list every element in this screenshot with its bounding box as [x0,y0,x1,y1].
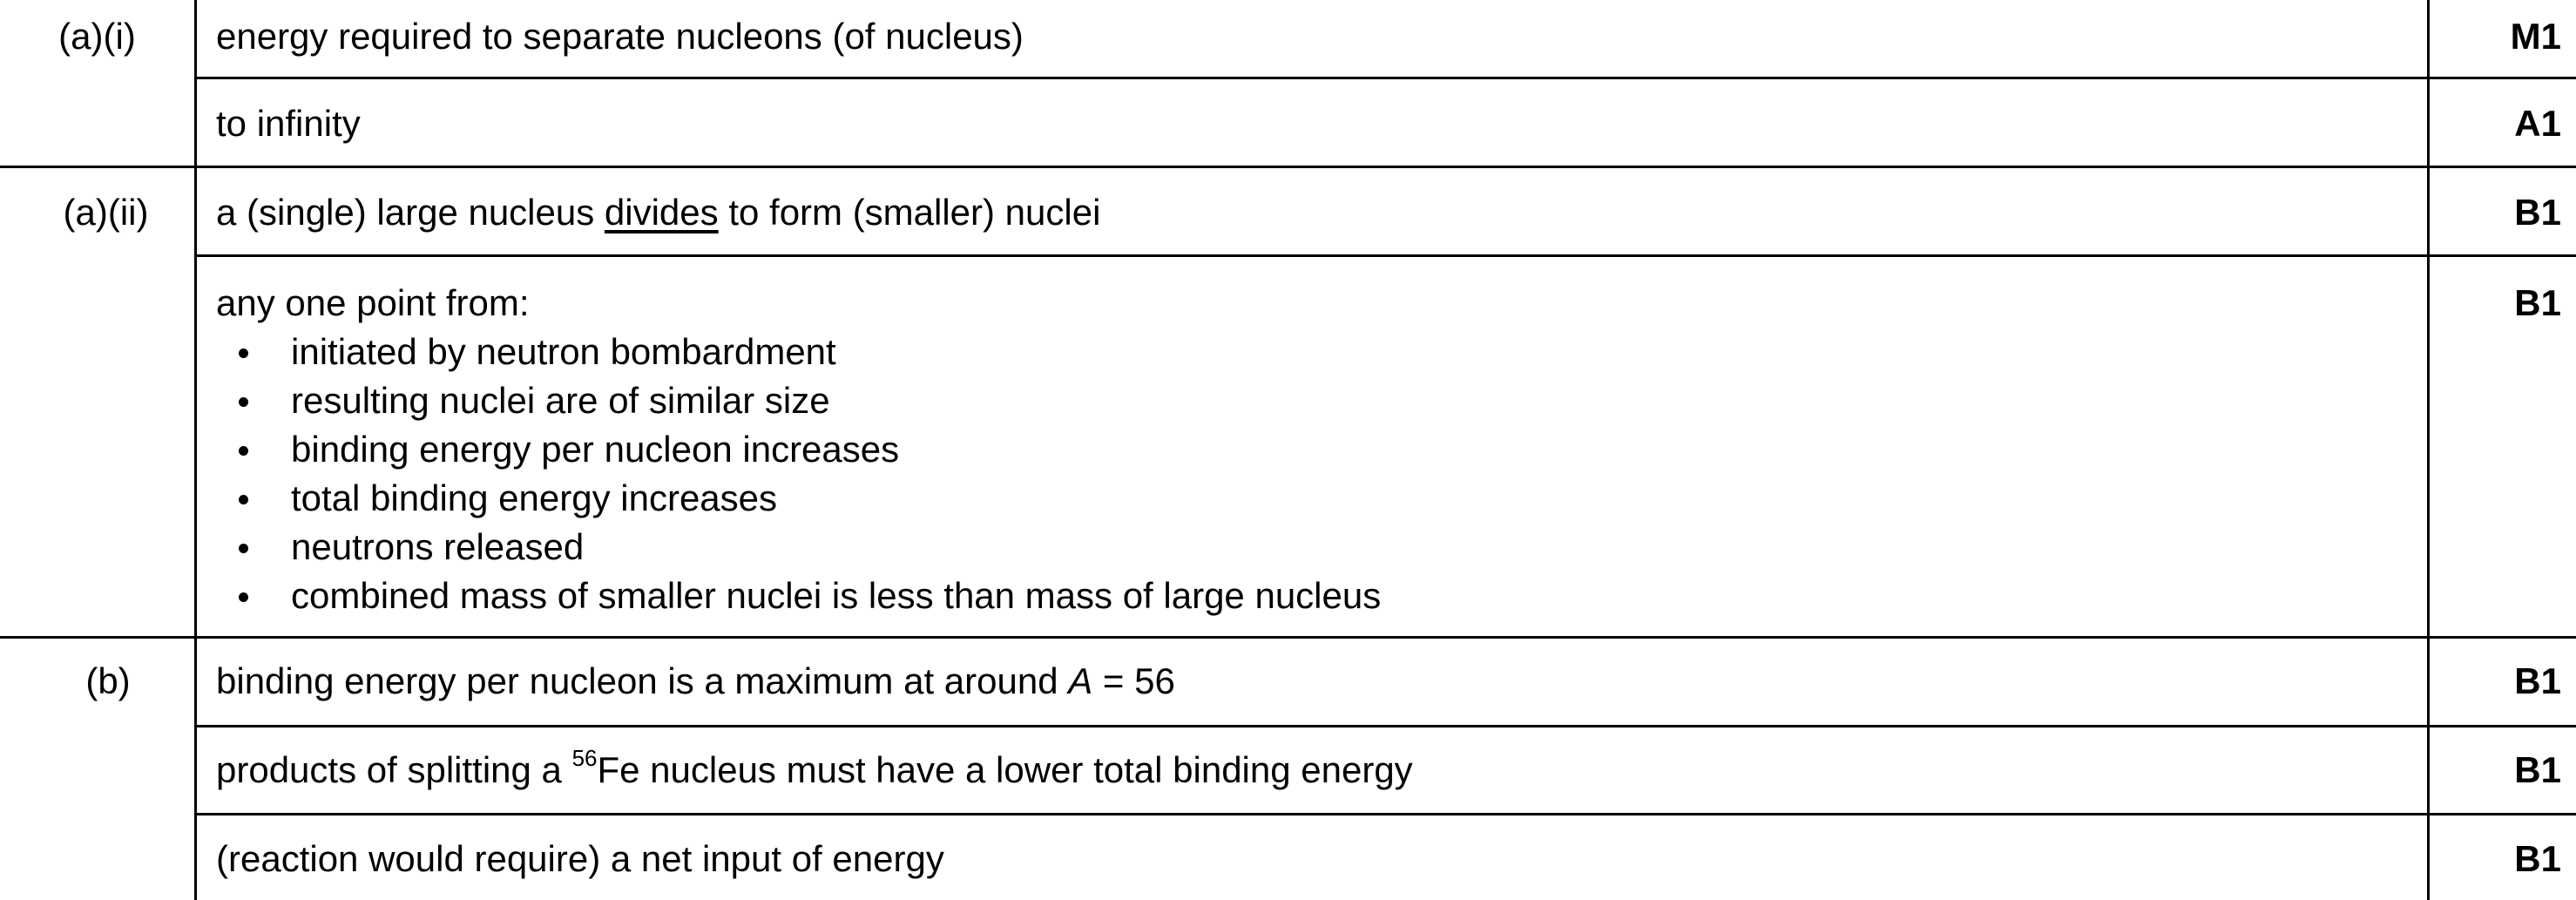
row-divider [0,636,2576,639]
answer-text [216,746,1413,795]
answer-text: energy required to separate nucleons (of nucleus) [216,16,1024,57]
row-divider [0,166,2576,168]
question-number: (b) [85,660,131,701]
column-divider-question [194,0,197,900]
answer-text: (reaction would require) a net input of energy [216,838,944,879]
acceptable-points-list [216,328,1381,620]
row-divider [194,77,2576,79]
mark-code: B1 [2514,192,2561,233]
symbol-variable: A [1068,660,1093,701]
bullet-icon [239,397,248,407]
mark-code: B1 [2514,749,2561,790]
bullet-icon [239,544,248,553]
answer-text-part: = 56 [1092,660,1175,701]
answer-text-part: to form (smaller) nuclei [718,192,1101,233]
row-divider [194,813,2576,815]
mark-code: B1 [2514,660,2561,701]
answer-text [216,188,1100,237]
row-divider [194,725,2576,727]
mark-code: A1 [2514,103,2561,144]
list-item: neutrons released [216,523,1381,572]
answer-text-part: a (single) large nucleus [216,192,605,233]
answer-text-part: binding energy per nucleon is a maximum at around [216,660,1069,701]
list-item: resulting nuclei are of similar size [216,376,1381,425]
list-item: total binding energy increases [216,474,1381,523]
list-item: binding energy per nucleon increases [216,425,1381,474]
bullet-icon [239,348,248,358]
answer-text-part: products of splitting a [216,749,572,790]
bullet-icon [239,592,248,602]
answer-intro: any one point from: [216,282,530,323]
mass-number-superscript: 56 [571,745,598,771]
underlined-keyword: divides [604,192,719,233]
mark-code: M1 [2510,16,2561,57]
mark-code: B1 [2514,282,2561,323]
answer-text-part: Fe nucleus must have a lower total binding energy [597,749,1413,790]
bullet-icon [239,446,248,456]
answer-text: to infinity [216,103,361,144]
question-number: (a)(i) [58,16,136,57]
column-divider-mark [2427,0,2430,900]
list-item: initiated by neutron bombardment [216,328,1381,376]
list-item: combined mass of smaller nuclei is less than mass of large nucleus [216,572,1381,620]
bullet-icon [239,495,248,504]
question-number: (a)(ii) [63,192,149,233]
mark-code: B1 [2514,838,2561,879]
answer-text [216,657,1175,706]
row-divider [194,254,2576,257]
